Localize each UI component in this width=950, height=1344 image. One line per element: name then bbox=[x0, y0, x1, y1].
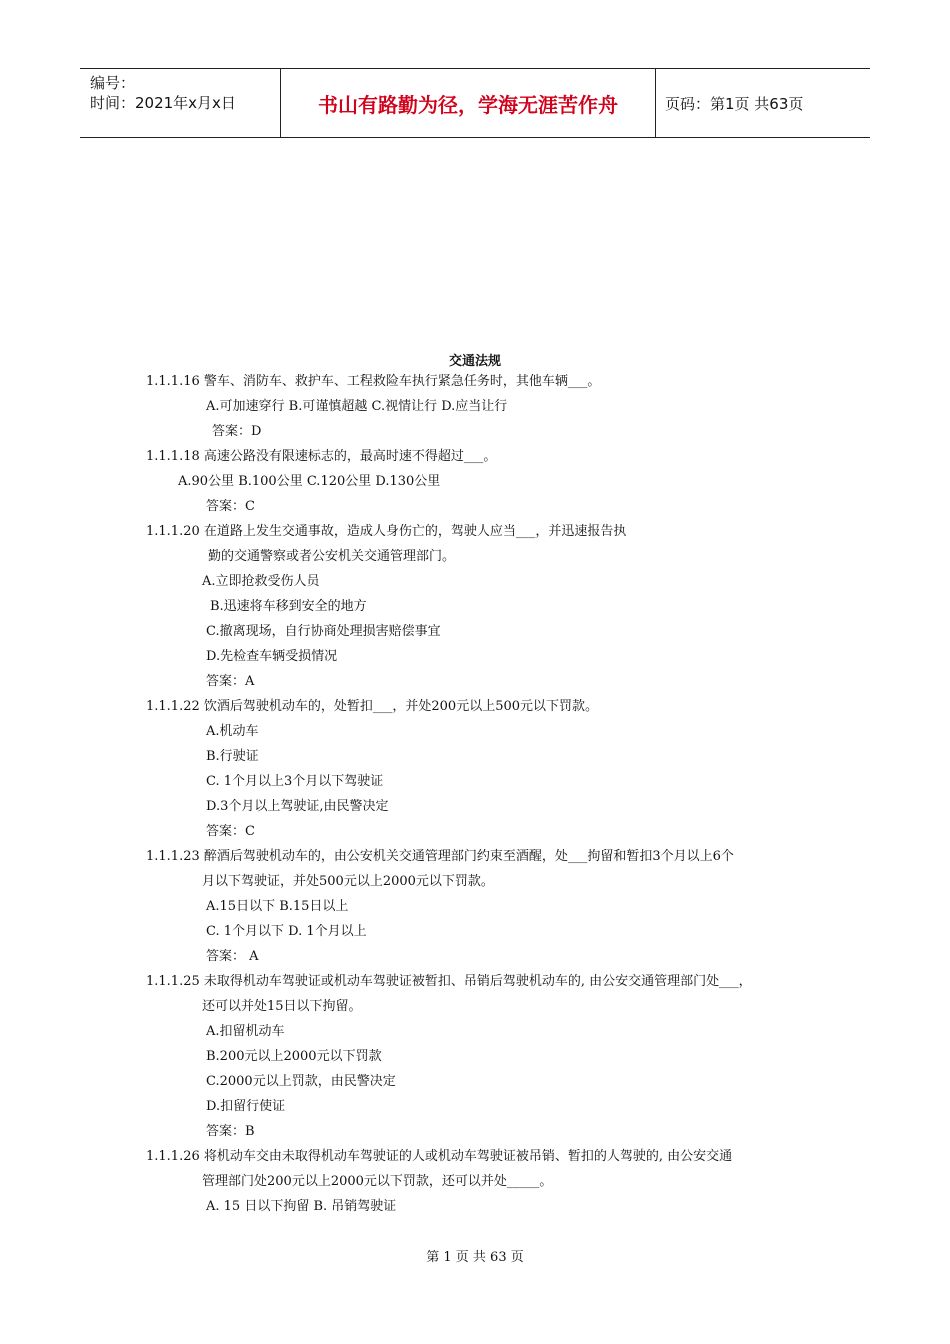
option-line: A.15日以下 B.15日以上 bbox=[206, 899, 349, 914]
option-line: D.3个月以上驾驶证,由民警决定 bbox=[206, 799, 389, 814]
option-line: A.立即抢救受伤人员 bbox=[202, 574, 320, 589]
option-line: A.机动车 bbox=[206, 724, 259, 739]
option-line: D.扣留行使证 bbox=[206, 1099, 286, 1114]
answer-line: 答案：C bbox=[206, 824, 255, 839]
option-line: A.90公里 B.100公里 C.120公里 D.130公里 bbox=[178, 474, 441, 489]
header-motto: 书山有路勤为径，学海无涯苦作舟 bbox=[280, 69, 656, 137]
question-line: 1.1.1.18 高速公路没有限速标志的，最高时速不得超过___。 bbox=[146, 449, 497, 464]
question-line: 勤的交通警察或者公安机关交通管理部门。 bbox=[208, 549, 456, 564]
question-line: 1.1.1.25 未取得机动车驾驶证或机动车驾驶证被暂扣、吊销后驾驶机动车的, 由公安交通管理部门处___， bbox=[146, 974, 752, 989]
question-line: 管理部门处200元以上2000元以下罚款，还可以并处_____。 bbox=[202, 1174, 553, 1189]
option-line: C.撤离现场，自行协商处理损害赔偿事宜 bbox=[206, 624, 441, 639]
option-line: A. 15 日以下拘留 B. 吊销驾驶证 bbox=[206, 1199, 397, 1214]
document-time-label: 时间：2021年x月x日 bbox=[90, 94, 236, 112]
option-line: C. 1个月以上3个月以下驾驶证 bbox=[206, 774, 384, 789]
question-line: 1.1.1.20 在道路上发生交通事故，造成人身伤亡的，驾驶人应当___，并迅速报告执 bbox=[146, 524, 627, 539]
option-line: A.可加速穿行 B.可谨慎超越 C.视情让行 D.应当让行 bbox=[206, 399, 508, 414]
answer-line: 答案：C bbox=[206, 499, 255, 514]
document-number-label: 编号： bbox=[90, 74, 136, 92]
question-line: 1.1.1.16 警车、消防车、救护车、工程救险车执行紧急任务时，其他车辆___。 bbox=[146, 374, 601, 389]
option-line: B.行驶证 bbox=[206, 749, 259, 764]
page-header bbox=[80, 68, 870, 138]
option-line: B.迅速将车移到安全的地方 bbox=[210, 599, 367, 614]
option-line: C.2000元以上罚款，由民警决定 bbox=[206, 1074, 396, 1089]
option-line: B.200元以上2000元以下罚款 bbox=[206, 1049, 382, 1064]
question-line: 还可以并处15日以下拘留。 bbox=[202, 999, 362, 1014]
option-line: D.先检查车辆受损情况 bbox=[206, 649, 338, 664]
question-line: 月以下驾驶证，并处500元以上2000元以下罚款。 bbox=[202, 874, 494, 889]
option-line: A.扣留机动车 bbox=[206, 1024, 285, 1039]
question-line: 1.1.1.26 将机动车交由未取得机动车驾驶证的人或机动车驾驶证被吊销、暂扣的人驾驶的, 由公安交通 bbox=[146, 1149, 733, 1164]
question-line: 1.1.1.23 醉酒后驾驶机动车的，由公安机关交通管理部门约束至酒醒，处___拘留和暂扣3个月以上6个 bbox=[146, 849, 734, 864]
page-footer: 第 1 页 共 63 页 bbox=[426, 1250, 524, 1265]
answer-line: 答案：D bbox=[212, 424, 262, 439]
question-line: 1.1.1.22 饮酒后驾驶机动车的，处暂扣___，并处200元以上500元以下罚款。 bbox=[146, 699, 599, 714]
answer-line: 答案：B bbox=[206, 1124, 255, 1139]
header-info-cell bbox=[80, 69, 280, 137]
answer-line: 答案：A bbox=[206, 674, 255, 689]
answer-line: 答案： A bbox=[206, 949, 259, 964]
option-line: C. 1个月以下 D. 1个月以上 bbox=[206, 924, 367, 939]
header-page-info: 页码：第1页 共63页 bbox=[665, 94, 804, 113]
document-title: 交通法规 bbox=[448, 354, 501, 369]
